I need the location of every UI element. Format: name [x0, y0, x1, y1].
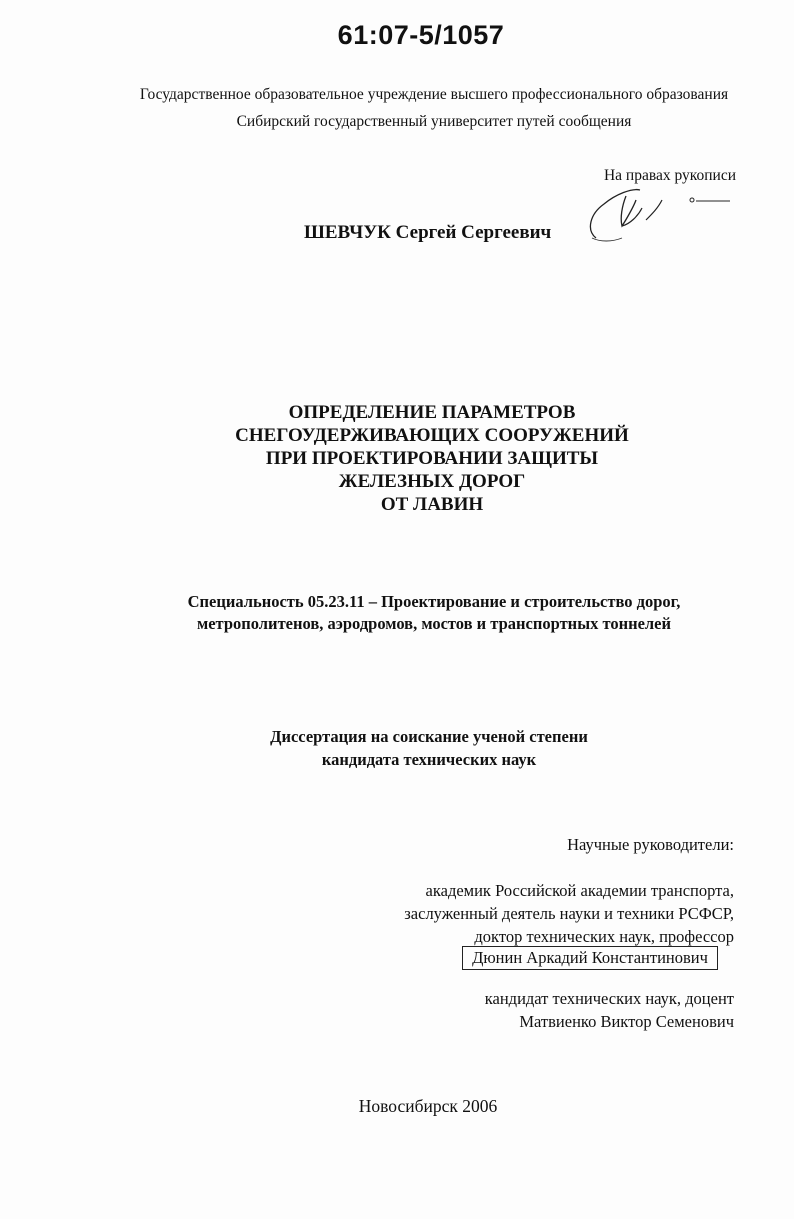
catalog-code: 61:07-5/1057: [337, 20, 505, 50]
institution-line-1: Государственное образовательное учреждение высшего профессионального образования: [139, 86, 729, 103]
advisors-heading: Научные руководители:: [567, 835, 734, 854]
dissertation-degree-line-2: кандидата технических наук: [321, 750, 537, 769]
title-line: СНЕГОУДЕРЖИВАЮЩИХ СООРУЖЕНИЙ: [235, 425, 629, 446]
advisor1-title-line: академик Российской академии транспорта,: [425, 881, 734, 900]
advisor1-title-line: заслуженный деятель науки и техники РСФСР,: [404, 904, 734, 923]
handwritten-signature: [582, 180, 732, 245]
title-line: ОПРЕДЕЛЕНИЕ ПАРАМЕТРОВ: [288, 402, 576, 423]
institution-line-2: Сибирский государственный университет путей сообщения: [236, 113, 632, 130]
advisor2-name: Матвиенко Виктор Семенович: [519, 1012, 734, 1031]
author-name: ШЕВЧУК Сергей Сергеевич: [304, 222, 552, 243]
specialty-line-2: метрополитенов, аэродромов, мостов и транспортных тоннелей: [196, 614, 672, 633]
dissertation-degree-line-1: Диссертация на соискание ученой степени: [270, 727, 588, 746]
manuscript-note: На правах рукописи: [603, 167, 736, 184]
specialty-line-1: Специальность 05.23.11 – Проектирование и строительство дорог,: [187, 592, 681, 611]
advisor2-title-line: кандидат технических наук, доцент: [484, 989, 734, 1008]
advisor1-name-box: Дюнин Аркадий Константинович: [462, 946, 718, 970]
title-line: ЖЕЛЕЗНЫХ ДОРОГ: [338, 471, 526, 492]
title-line: ОТ ЛАВИН: [380, 494, 484, 515]
title-line: ПРИ ПРОЕКТИРОВАНИИ ЗАЩИТЫ: [265, 448, 599, 469]
city-year: Новосибирск 2006: [358, 1096, 498, 1116]
advisor1-title-line: доктор технических наук, профессор: [474, 927, 734, 946]
